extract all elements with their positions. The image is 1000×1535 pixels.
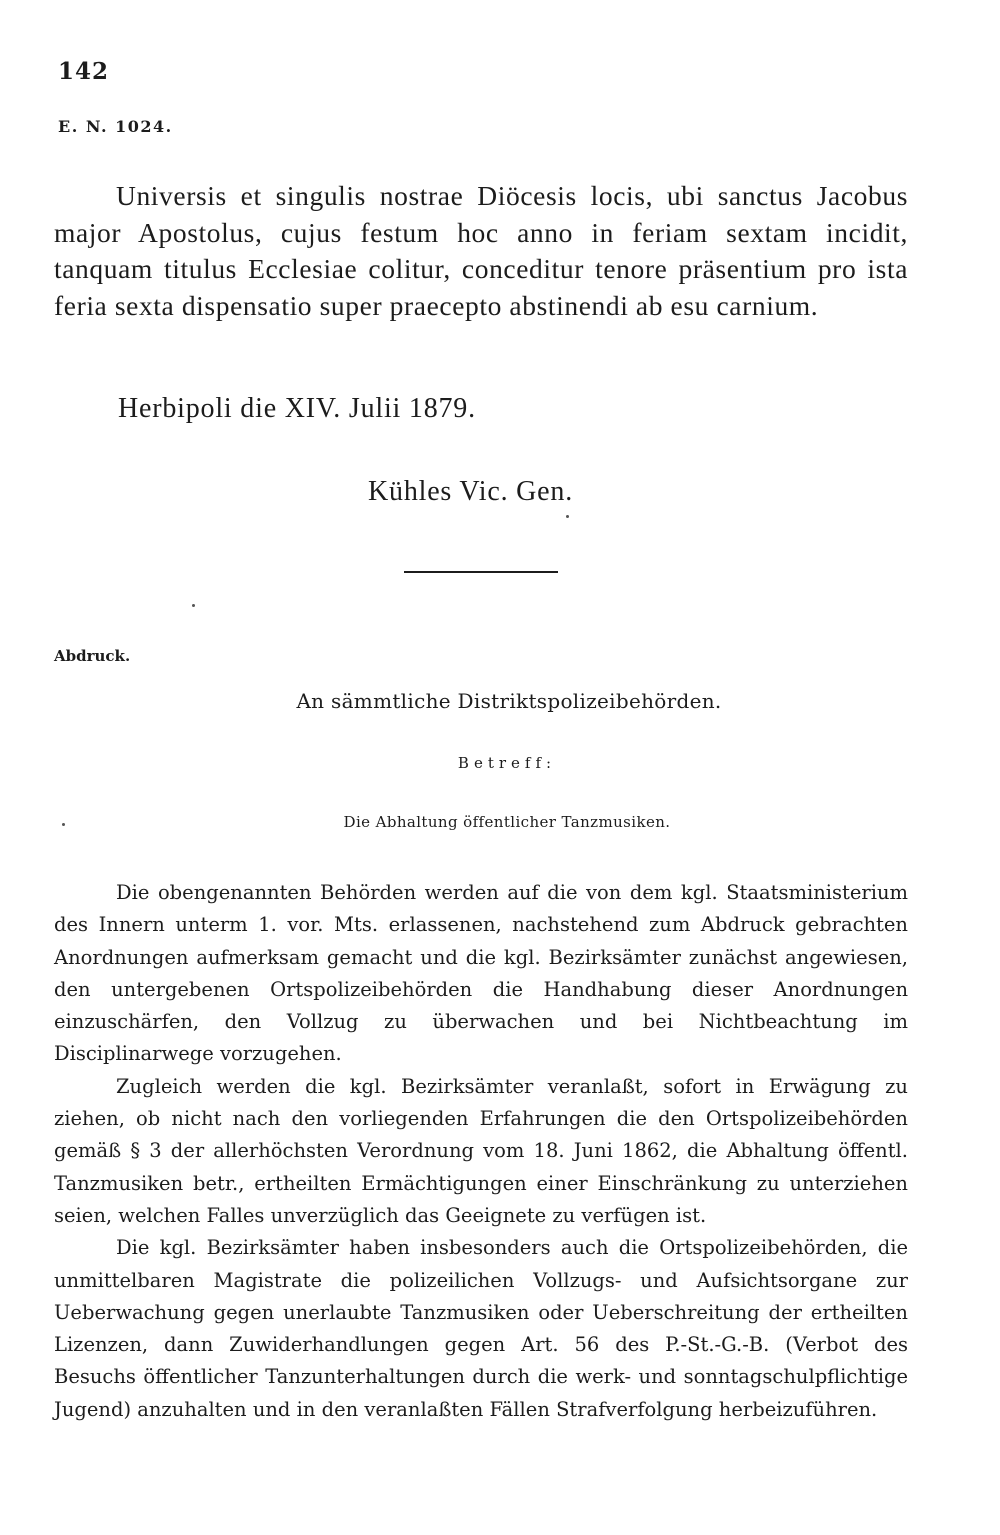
page-number: 142 [58,58,110,85]
latin-notice-text: Universis et singulis nostrae Diöcesis locis, ubi sanctus Jacobus major Apostolus, cujus festum hoc anno in feriam sextam incidit, tanquam titulus Ecclesiae colitur, conceditur tenore präsentium pro ista feria sexta dispensatio super praecepto abstinendi ab esu carnium. [54,180,908,321]
subject-label: Betreff: [457,754,557,772]
reference-number: E. N. 1024. [58,117,173,136]
print-speck [566,515,569,518]
subject-text: Die Abhaltung öffentlicher Tanzmusiken. [343,813,671,831]
body-text [54,877,908,1426]
print-speck [192,604,195,607]
body-paragraph: Die obengenannten Behörden werden auf die von dem kgl. Staatsministerium des Innern unterm 1. vor. Mts. erlassenen, nachstehend zum Abdruck gebrachten Anordnungen aufmerksam gemacht und die kgl. Bezirksämter zunächst angewiesen, den untergebenen Ortspolizeibehörden die Handhabung dieser Anordnungen einzuschärfen, den Vollzug zu überwachen und bei Nichtbeachtung im Disciplinarwege vorzugehen. [54,881,908,1066]
place-and-date: Herbipoli die XIV. Julii 1879. [118,393,476,424]
section-separator-rule [404,571,558,573]
body-paragraph: Die kgl. Bezirksämter haben insbesonders auch die Ortspolizeibehörden, die unmittelbaren Magistrate die polizeilichen Vollzugs- und Aufsichtsorgane zur Ueberwachung gegen unerlaubte Tanzmusiken oder Ueberschreitung der ertheilten Lizenzen, dann Zuwiderhandlungen gegen Art. 56 des P.-St.-G.-B. (Verbot des Besuchs öffentlicher Tanzunterhaltungen durch die werk- und sonntagschulpflichtige Jugend) anzuhalten und in den veranlaßten Fällen Strafverfolgung herbeizuführen. [54,1236,908,1421]
body-paragraph: Zugleich werden die kgl. Bezirksämter veranlaßt, sofort in Erwägung zu ziehen, ob nicht nach den vorliegenden Erfahrungen die den Ortspolizeibehörden gemäß § 3 der allerhöchsten Verordnung vom 18. Juni 1862, die Abhaltung öffentl. Tanzmusiken betr., ertheilten Ermächtigungen einer Einschränkung zu unterziehen seien, welchen Falles unverzüglich das Geeignete zu verfügen ist. [54,1074,908,1227]
signature: Kühles Vic. Gen. [368,476,574,507]
addressee-heading: An sämmtliche Distriktspolizeibehörden. [296,689,722,713]
reprint-label: Abdruck. [54,647,131,665]
